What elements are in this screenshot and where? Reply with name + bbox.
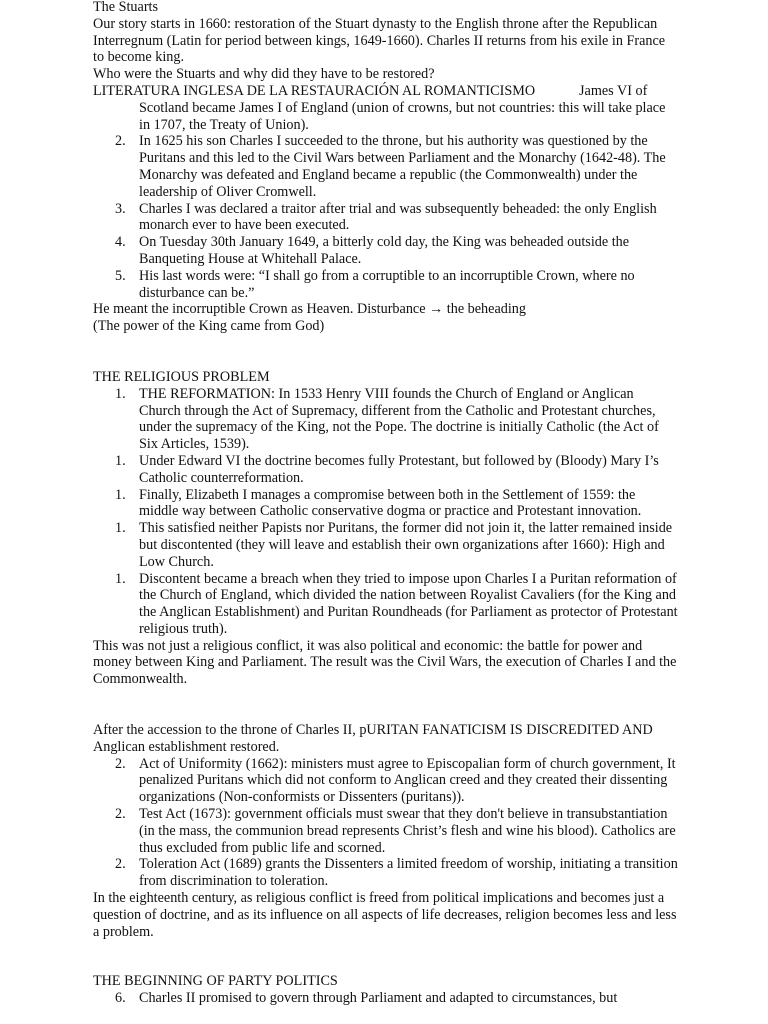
list-number: 6. <box>115 990 126 1007</box>
list-number: 2. <box>115 133 126 150</box>
party-list <box>93 990 678 1007</box>
spacer <box>93 335 678 369</box>
list-text: Charles I was declared a traitor after trial and was subsequently beheaded: the only English monarch ever to have been executed. <box>139 200 657 234</box>
spacer <box>93 688 678 722</box>
religious-list <box>93 386 678 638</box>
list-item <box>93 268 678 302</box>
list-item-1-start: James VI of <box>579 82 648 99</box>
list-number: 1. <box>115 486 126 503</box>
list-item <box>93 756 678 806</box>
overlapping-header-line <box>93 83 678 100</box>
list-item <box>93 571 678 638</box>
list-text: Test Act (1673): government officials must swear that they don't believe in transubstantiation (in the mass, the communion bread represents Christ’s flesh and wine his blood). Catholics are thus excluded from public life and scorned. <box>139 806 676 856</box>
list-number: 1. <box>115 385 126 402</box>
spacer <box>93 940 678 973</box>
running-header-overlay: LITERATURA INGLESA DE LA RESTAURACIÓN AL ROMANTICISMO <box>93 82 536 99</box>
list-text: Charles II promised to govern through Parliament and adapted to circumstances, but <box>139 990 618 1007</box>
list-number: 4. <box>115 234 126 251</box>
list-item <box>93 806 678 856</box>
list-item <box>93 856 678 890</box>
list-number: 1. <box>115 452 126 469</box>
list-number: 2. <box>115 755 126 772</box>
list-number: 3. <box>115 200 126 217</box>
section-heading-party-politics: THE BEGINNING OF PARTY POLITICS <box>93 973 338 990</box>
list-item <box>93 234 678 268</box>
list-text: Toleration Act (1689) grants the Dissenters a limited freedom of worship, initiating a transition from discrimination to toleration. <box>139 856 678 890</box>
list-number: 1. <box>115 520 126 537</box>
list-text: His last words were: “I shall go from a corruptible to an incorruptible Crown, where no disturbance can be.” <box>139 267 635 301</box>
list-number: 2. <box>115 806 126 823</box>
list-text: On Tuesday 30th January 1649, a bitterly cold day, the King was beheaded outside the Banqueting House at Whitehall Palace. <box>139 234 630 267</box>
list-text: This satisfied neither Papists nor Puritans, the former did not join it, the latter remained inside but discontented (they will leave and establish their own organizations after 1660): High and Low Church. <box>139 520 673 570</box>
list-item <box>93 386 678 453</box>
list-number: 1. <box>115 570 126 587</box>
section-heading-religious-problem: THE RELIGIOUS PROBLEM <box>93 368 270 385</box>
list-item-1-continuation: Scotland became James I of England (union of crowns, but not countries: this will take place in 1707, the Treaty of Union). <box>139 99 666 133</box>
list-number: 5. <box>115 267 126 284</box>
list-item <box>93 520 678 570</box>
accession-list <box>93 756 678 890</box>
stuarts-question: Who were the Stuarts and why did they have to be restored? <box>93 66 435 83</box>
list-item <box>93 990 678 1007</box>
list-text: In 1625 his son Charles I succeeded to the throne, but his authority was questioned by the Puritans and this led to the Civil Wars between Parliament and the Monarchy (1642-48). The Monarchy was defeated and England became a republic (the Commonwealth) under the leadership of Oliver Cromwell. <box>139 133 666 200</box>
stuarts-note-god: (The power of the King came from God) <box>93 318 325 335</box>
list-number: 2. <box>115 856 126 873</box>
list-text: Act of Uniformity (1662): ministers must agree to Episcopalian form of church government, It penalized Puritans which did not conform to Anglican creed and they created their dissenting organizations (Non-conformists or Dissenters (puritans)). <box>139 755 676 806</box>
stuarts-list <box>93 133 678 301</box>
list-text: Under Edward VI the doctrine becomes fully Protestant, but followed by (Bloody) Mary I’s Catholic counterreformation. <box>139 452 659 486</box>
section-title-stuarts: The Stuarts <box>93 0 159 15</box>
list-item <box>93 453 678 487</box>
list-text: Finally, Elizabeth I manages a compromise between both in the Settlement of 1559: the middle way between Catholic conservative dogma or practice and Protestant innovation. <box>139 486 642 520</box>
stuarts-intro-paragraph: Our story starts in 1660: restoration of the Stuart dynasty to the English throne after the Republican Interregnum (Latin for period between kings, 1649-1660). Charles II returns from his exile in France to become king. <box>93 15 666 66</box>
accession-summary-paragraph: In the eighteenth century, as religious conflict is freed from political implications and becomes just a question of doctrine, and as its influence on all aspects of life decreases, religion becomes less and less a problem. <box>93 890 677 940</box>
list-text: Discontent became a breach when they tried to impose upon Charles I a Puritan reformation of the Church of England, which divided the nation between Royalist Cavaliers (for the King and the Anglican Establishment) and Puritan Roundheads (for Parliament as protector of Protestant religious truth). <box>139 570 678 637</box>
list-item <box>93 487 678 521</box>
accession-intro-paragraph: After the accession to the throne of Charles II, pURITAN FANATICISM IS DISCREDITED AND Anglican establishment restored. <box>93 722 653 755</box>
document-page <box>93 0 678 1007</box>
list-item <box>93 201 678 235</box>
religious-summary-paragraph: This was not just a religious conflict, it was also political and economic: the battle for power and money between King and Parliament. The result was the Civil Wars, the execution of Charles I and the Commonwealth. <box>93 637 677 688</box>
list-item <box>93 133 678 200</box>
stuarts-note-heaven: He meant the incorruptible Crown as Heaven. Disturbance → the beheading <box>93 301 526 318</box>
list-text: THE REFORMATION: In 1533 Henry VIII founds the Church of England or Anglican Church through the Act of Supremacy, different from the Catholic and Protestant churches, under the supremacy of the King, not the Pope. The doctrine is initially Catholic (the Act of Six Articles, 1539). <box>139 385 659 453</box>
